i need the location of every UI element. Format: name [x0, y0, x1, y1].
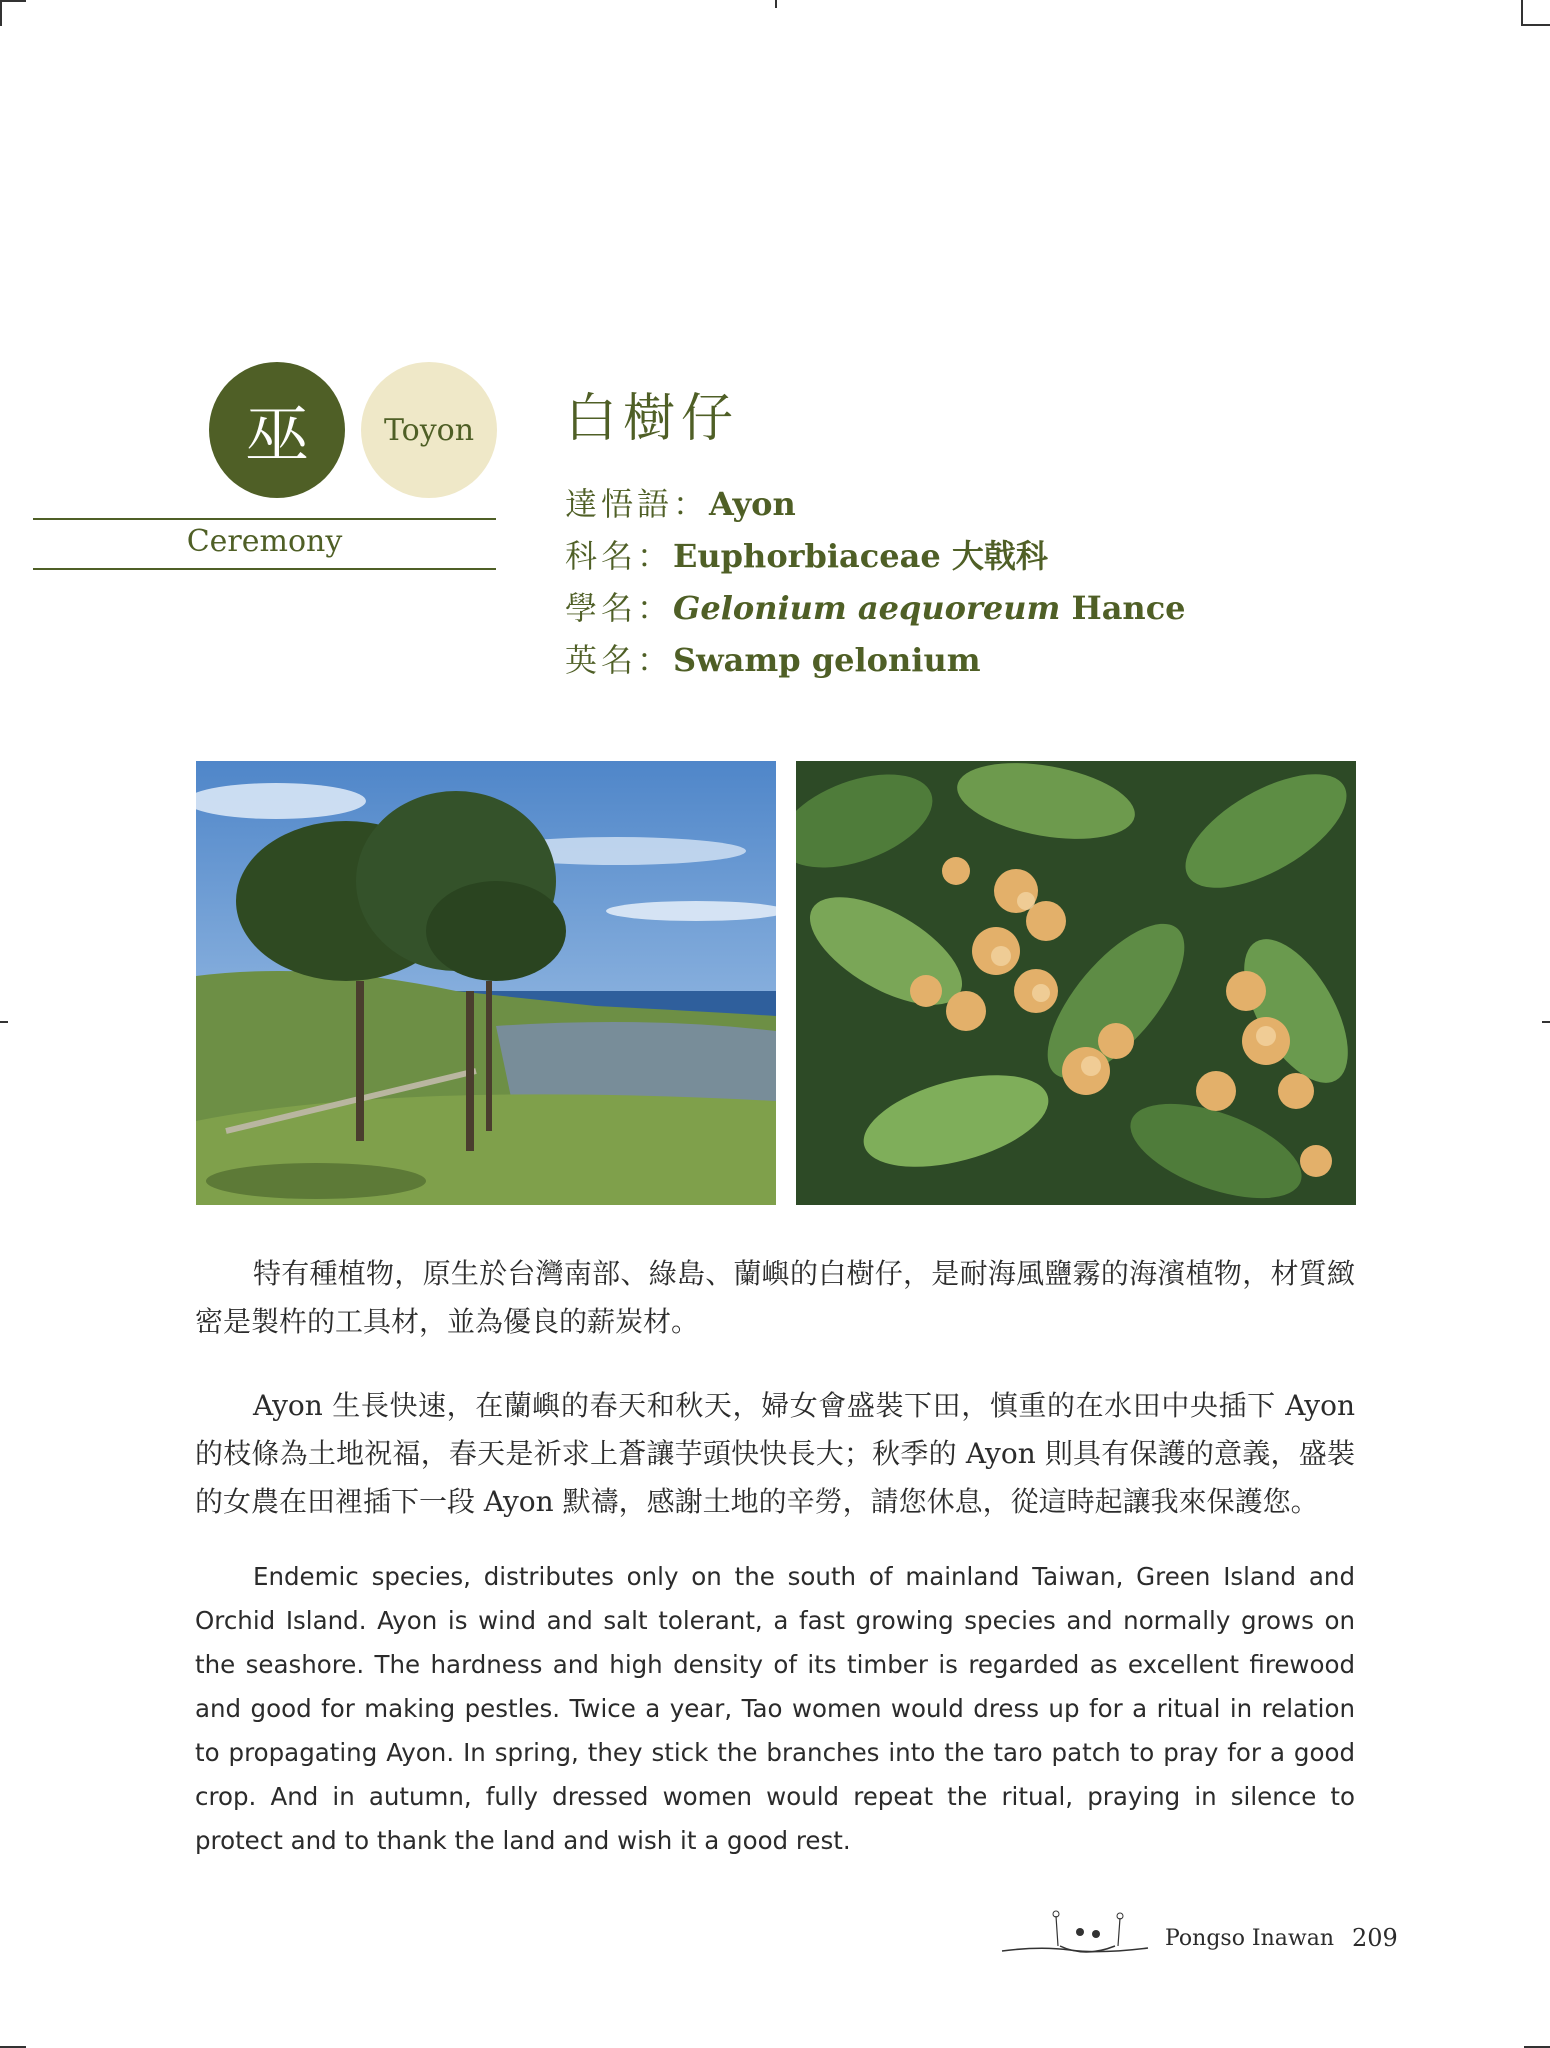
page-footer — [1000, 1906, 1400, 1966]
family-row: 科名：Euphorbiaceae 大戟科 — [565, 537, 1048, 575]
chinese-paragraph-1: 特有種植物，原生於台灣南部、綠島、蘭嶼的白樹仔，是耐海風鹽霧的海濱植物，材質緻密是製杵的工具材，並為優良的薪炭材。 — [195, 1257, 1355, 1338]
book-title: Pongso Inawan — [1165, 1926, 1335, 1951]
crop-mark — [1521, 0, 1523, 26]
crop-mark — [0, 0, 2, 26]
divider — [33, 568, 496, 570]
crop-mark — [1521, 24, 1550, 26]
category-char: 巫 — [245, 399, 309, 473]
divider — [33, 518, 496, 520]
crop-mark — [0, 0, 26, 2]
category-badge — [209, 362, 345, 498]
english-name-row: 英名：Swamp gelonium — [565, 641, 981, 679]
crop-mark — [0, 1021, 8, 1023]
canoe-drawing — [1000, 1906, 1150, 1966]
category-word-badge — [361, 362, 497, 498]
tree-photo — [196, 761, 776, 1205]
crop-mark — [1542, 1021, 1550, 1023]
crop-mark — [775, 0, 777, 8]
page-title: 白樹仔 — [565, 389, 740, 449]
flower-photo — [796, 761, 1356, 1205]
page-number: 209 — [1352, 1924, 1398, 1952]
tao-name-row: 達悟語：Ayon — [565, 485, 796, 523]
category-label: Ceremony — [186, 524, 343, 559]
scientific-name-row: 學名：Gelonium aequoreum Hance — [565, 589, 1186, 627]
category-word: Toyon — [383, 412, 475, 448]
chinese-paragraph-2: Ayon 生長快速，在蘭嶼的春天和秋天，婦女會盛裝下田，慎重的在水田中央插下 Ayon 的枝條為土地祝福，春天是祈求上蒼讓芋頭快快長大；秋季的 Ayon 則具有保護的意義，盛裝的女農在田裡插下一段 Ayon 默禱，感謝土地的辛勞，請您休息，從這時起讓我來保護您。 — [195, 1389, 1355, 1518]
plant-metadata — [565, 478, 1186, 686]
english-paragraph: Endemic species, distributes only on the south of mainland Taiwan, Green Island and Orchid Island. Ayon is wind and salt tolerant, a fast growing species and normally grows on the seashore. The hardness and high density of its timber is regarded as excellent firewood and good for making pestles. Twice a year, Tao women would dress up for a ritual in relation to propagating Ayon. In spring, they stick the branches into the taro patch to pray for a good crop. And in autumn, fully dressed women would repeat the ritual, praying in silence to protect and to thank the land and wish it a good rest. — [195, 1562, 1355, 1855]
